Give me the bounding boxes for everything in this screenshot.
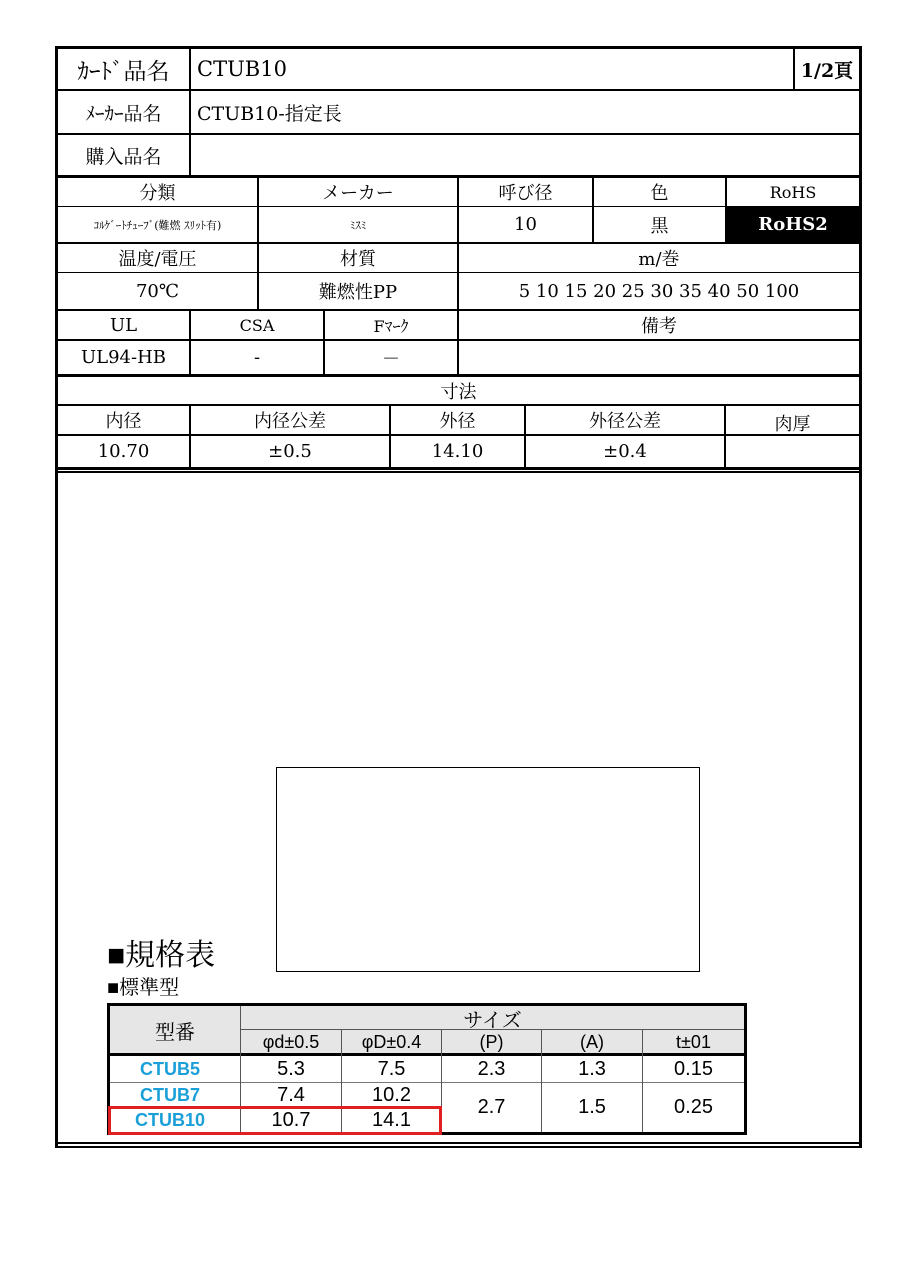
dims-header-outer-tolerance: 外径公差: [589, 411, 661, 432]
ctub5-thickness: 0.15: [674, 1057, 713, 1080]
col-header-a: (A): [580, 1032, 604, 1052]
dims-value-inner-tolerance: ±0.5: [268, 441, 312, 462]
ctub10-inner-d: 10.7: [271, 1109, 311, 1131]
page-number: 1/2頁: [800, 59, 854, 82]
spec-value-csa: -: [253, 347, 261, 368]
standard-type-heading: ■標準型: [107, 977, 180, 999]
spec-value-material: 難燃性PP: [318, 282, 398, 303]
dims-value-wall-thickness: [726, 436, 859, 467]
spec-value-length-per-roll: 5 10 15 20 25 30 35 40 50 100: [518, 280, 800, 302]
model-header: 型番: [155, 1021, 195, 1044]
dims-value-inner-diameter: 10.70: [97, 441, 150, 462]
merged-a: 1.5: [578, 1096, 606, 1118]
spec-header-maker: メーカー: [322, 183, 394, 204]
spec-header-material: 材質: [340, 249, 376, 270]
spec-header-f-mark: Fﾏｰｸ: [373, 316, 409, 336]
purchase-name-label: 購入品名: [85, 145, 162, 168]
spec-header-nominal-size: 呼び径: [498, 183, 553, 204]
model-ctub7: CTUB7: [139, 1085, 200, 1105]
dims-value-outer-tolerance: ±0.4: [603, 441, 647, 462]
spec-header-rohs: RoHS: [769, 182, 817, 202]
ctub7-outer-d: 10.2: [372, 1084, 411, 1106]
merged-pitch: 2.7: [477, 1096, 506, 1118]
col-header-thickness: t±01: [676, 1032, 711, 1052]
card-name-value: CTUB10: [197, 57, 287, 81]
spec-header-ul: UL: [109, 314, 138, 336]
dims-header-inner-tolerance: 内径公差: [254, 411, 326, 432]
model-ctub10: CTUB10: [134, 1110, 205, 1130]
dims-header-wall-thickness: 肉厚: [774, 414, 811, 435]
spec-value-f-mark: －: [382, 348, 400, 370]
ctub10-outer-d: 14.1: [372, 1109, 411, 1131]
spec-header-temp-voltage: 温度/電圧: [118, 249, 197, 270]
dims-title: 寸法: [440, 381, 477, 403]
spec-value-temp-voltage: 70℃: [135, 280, 180, 302]
spec-table-heading: ■規格表: [107, 939, 216, 972]
image-placeholder: [276, 767, 700, 972]
dims-header-inner-diameter: 内径: [105, 411, 142, 432]
ctub5-inner-d: 5.3: [277, 1057, 305, 1080]
spec-value-color: 黒: [650, 215, 669, 237]
ctub5-a: 1.3: [578, 1057, 606, 1080]
ctub5-outer-d: 7.5: [377, 1057, 406, 1080]
model-ctub5: CTUB5: [139, 1058, 200, 1079]
spec-value-nominal-size: 10: [514, 214, 537, 235]
maker-name-value: CTUB10-指定長: [197, 102, 342, 125]
spec-header-remarks: 備考: [641, 316, 677, 337]
dims-value-outer-diameter: 14.10: [431, 441, 484, 462]
spec-value-maker: ﾐｽﾐ: [349, 218, 367, 232]
maker-name-label: ﾒｰｶｰ品名: [85, 102, 162, 125]
spec-header-length-per-roll: m/巻: [638, 249, 680, 270]
spec-header-color: 色: [650, 183, 669, 204]
ctub10-highlight-box: [108, 1106, 442, 1135]
spec-header-category: 分類: [139, 183, 176, 204]
spec-header-csa: CSA: [239, 315, 275, 335]
spec-value-category: ｺﾙｹﾞｰﾄﾁｭｰﾌﾞ(難燃 ｽﾘｯﾄ有): [93, 218, 222, 232]
card-name-label: ｶｰﾄﾞ品名: [77, 58, 170, 85]
purchase-name-value: [191, 135, 859, 175]
col-header-inner-d: φd±0.5: [262, 1032, 320, 1052]
col-header-pitch: (P): [479, 1032, 504, 1052]
spec-value-remarks: [459, 341, 859, 374]
ctub5-pitch: 2.3: [477, 1057, 506, 1080]
merged-thickness: 0.25: [674, 1096, 713, 1118]
size-header: サイズ: [463, 1009, 522, 1030]
spec-value-rohs: RoHS2: [758, 214, 828, 235]
dims-header-outer-diameter: 外径: [439, 411, 476, 432]
ctub7-inner-d: 7.4: [277, 1084, 305, 1106]
col-header-outer-d: φD±0.4: [361, 1032, 422, 1052]
spec-value-ul: UL94-HB: [80, 347, 167, 368]
